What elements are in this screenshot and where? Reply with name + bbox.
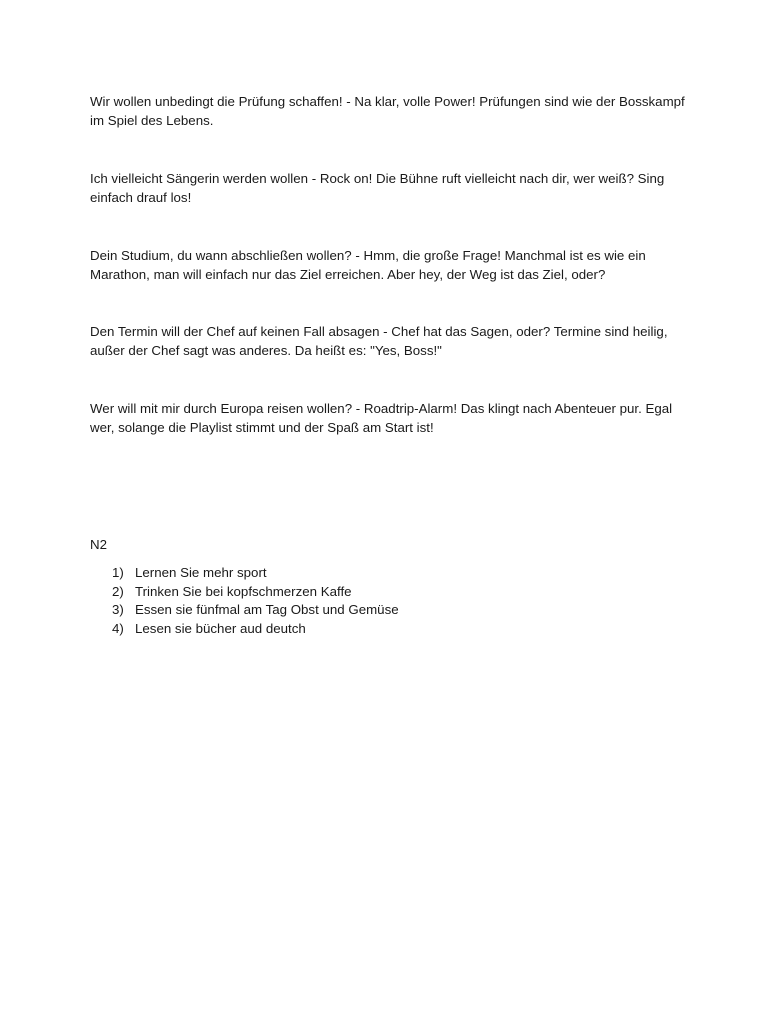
paragraph-5: Wer will mit mir durch Europa reisen wollen? - Roadtrip-Alarm! Das klingt nach Abenteuer pur. Egal wer, solange die Playlist stimmt und der Spaß am Start ist! [90,401,673,435]
list-item [90,620,399,639]
list-item-text: Trinken Sie bei kopfschmerzen Kaffe [135,583,352,599]
list-item-number: 1) [112,565,124,580]
numbered-list [90,564,399,638]
list-item-number: 3) [112,602,124,618]
section-label: N2 [90,537,107,552]
list-item-text: Lesen sie bücher aud deutch [135,620,306,636]
list-item [90,583,399,602]
paragraph-1: Wir wollen unbedingt die Prüfung schaffen! - Na klar, volle Power! Prüfungen sind wie der Bosskampf im Spiel des Lebens. [90,94,685,128]
list-item-text: Essen sie fünfmal am Tag Obst und Gemüse [135,602,399,618]
list-item-number: 2) [112,583,124,599]
list-item-number: 4) [112,620,124,636]
paragraph-4: Den Termin will der Chef auf keinen Fall absagen - Chef hat das Sagen, oder? Termine sind heilig, außer der Chef sagt was anderes. Da heißt es: "Yes, Boss!" [90,324,668,358]
paragraph-3: Dein Studium, du wann abschließen wollen? - Hmm, die große Frage! Manchmal ist es wie ein Marathon, man will einfach nur das Ziel erreichen. Aber hey, der Weg ist das Ziel, oder? [90,248,646,282]
paragraph-2: Ich vielleicht Sängerin werden wollen - Rock on! Die Bühne ruft vielleicht nach dir, wer weiß? Sing einfach drauf los! [90,171,665,205]
list-item [90,601,399,620]
list-item-text: Lernen Sie mehr sport [135,565,267,580]
list-item [90,564,399,583]
